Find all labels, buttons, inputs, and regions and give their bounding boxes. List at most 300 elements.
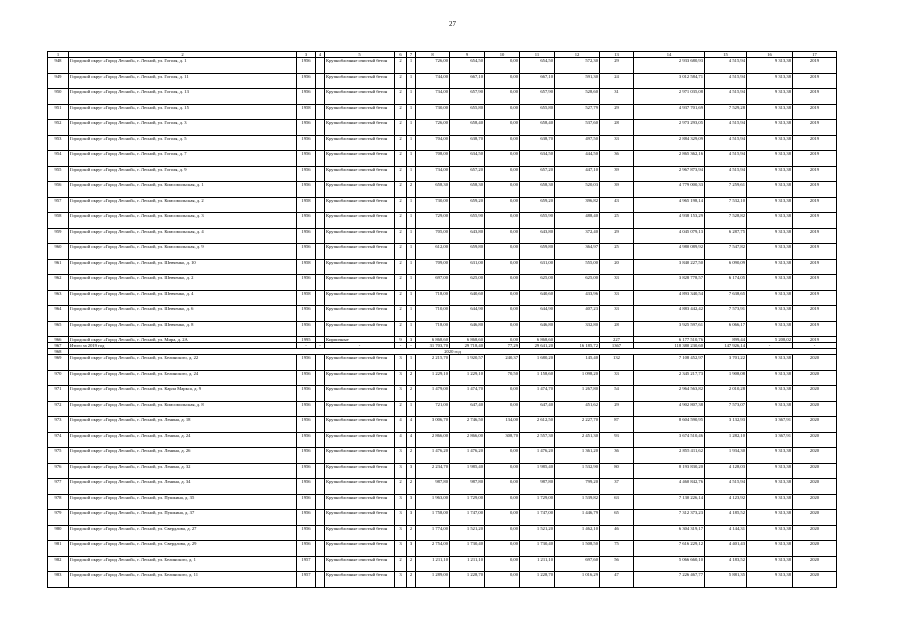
address: Городской округ «Город Лесной», г. Лесной, ул. Ленина, д. 26 bbox=[69, 448, 297, 464]
residents: 75 bbox=[600, 541, 634, 557]
nonliving-area: 0,00 bbox=[485, 182, 520, 198]
table-row bbox=[48, 355, 837, 371]
table-row bbox=[48, 306, 837, 322]
repair-cost: 8 193 830,20 bbox=[634, 463, 705, 479]
max-unit-cost: 9 313,38 bbox=[747, 120, 793, 136]
nonliving-area: 134,00 bbox=[485, 417, 520, 433]
address: Городской округ «Город Лесной», г. Лесной, ул. Карла Маркса, д. 9 bbox=[69, 386, 297, 402]
residents: 39 bbox=[600, 182, 634, 198]
repair-cost: 4 965 198,14 bbox=[634, 197, 705, 213]
total-area: 710,00 bbox=[416, 306, 450, 322]
entrances: 4 bbox=[407, 417, 416, 433]
table-row bbox=[48, 213, 837, 229]
total-c7: - bbox=[407, 343, 416, 349]
year-built: 1956 bbox=[297, 73, 316, 89]
living-area: 655,90 bbox=[450, 213, 485, 229]
residents: 33 bbox=[600, 370, 634, 386]
col-4 bbox=[316, 197, 325, 213]
residential-area: 646,80 bbox=[520, 321, 555, 337]
row-number: 949 bbox=[48, 73, 69, 89]
header-col-15: 15 bbox=[705, 52, 747, 58]
living-area: 658,40 bbox=[450, 120, 485, 136]
nonliving-area: 0,00 bbox=[485, 386, 520, 402]
nonliving-area: 0,00 bbox=[485, 259, 520, 275]
row-number: 977 bbox=[48, 479, 69, 495]
plan-year: 2019 bbox=[793, 213, 837, 229]
living-area: 2 866,00 bbox=[450, 432, 485, 448]
row-number: 950 bbox=[48, 89, 69, 105]
year-built: 1956 bbox=[297, 89, 316, 105]
entrances: 2 bbox=[407, 386, 416, 402]
unit-cost: 1 908,08 bbox=[705, 370, 747, 386]
residents: 25 bbox=[600, 213, 634, 229]
max-unit-cost: 9 313,38 bbox=[747, 355, 793, 371]
residential-area: 1 211,10 bbox=[520, 556, 555, 572]
year-built: 1958 bbox=[297, 290, 316, 306]
total-area: 1 229,10 bbox=[416, 370, 450, 386]
entrances: 1 bbox=[407, 104, 416, 120]
floors: 2 bbox=[395, 120, 407, 136]
total-area: 1 758,00 bbox=[416, 510, 450, 526]
total-c10: 77,29 bbox=[485, 343, 520, 349]
unit-cost: 4 515,94 bbox=[705, 151, 747, 167]
nonliving-area: 0,00 bbox=[485, 510, 520, 526]
address: Городской округ «Город Лесной», г. Лесной, ул. Комсомольская, д. 8 bbox=[69, 401, 297, 417]
living-area: 1 747,00 bbox=[450, 510, 485, 526]
max-unit-cost: 9 313,38 bbox=[747, 89, 793, 105]
col-4 bbox=[316, 58, 325, 74]
col-4 bbox=[316, 448, 325, 464]
row-number: 956 bbox=[48, 182, 69, 198]
wall-material: Крупноблочные очистый бетон bbox=[325, 525, 395, 541]
total-area: 612,00 bbox=[416, 244, 450, 260]
municipal-area: 1 539,82 bbox=[555, 494, 600, 510]
row-number: 980 bbox=[48, 525, 69, 541]
wall-material: Крупноблочные очистый бетон bbox=[325, 355, 395, 371]
entrances: 1 bbox=[407, 73, 416, 89]
page-number: 27 bbox=[449, 20, 456, 28]
header-col-12: 12 bbox=[555, 52, 600, 58]
wall-material: Крупноблочные очистый бетон bbox=[325, 166, 395, 182]
plan-year: 2020 bbox=[793, 386, 837, 402]
municipal-area: 697,60 bbox=[555, 556, 600, 572]
unit-cost: 4 515,94 bbox=[705, 479, 747, 495]
row-number: 951 bbox=[48, 104, 69, 120]
table-row bbox=[48, 228, 837, 244]
address: Городской округ «Город Лесной», г. Лесной, ул. Гоголя, д. 11 bbox=[69, 73, 297, 89]
residents: 33 bbox=[600, 275, 634, 291]
municipal-area: 799,20 bbox=[555, 479, 600, 495]
residential-area: 655,80 bbox=[520, 104, 555, 120]
unit-cost: 7 528,82 bbox=[705, 213, 747, 229]
residents: 29 bbox=[600, 228, 634, 244]
table-row bbox=[48, 259, 837, 275]
unit-cost: 3 701,22 bbox=[705, 355, 747, 371]
wall-material: Крупноблочные очистый бетон bbox=[325, 448, 395, 464]
plan-year: 2020 bbox=[793, 401, 837, 417]
floors: 2 bbox=[395, 479, 407, 495]
col-4 bbox=[316, 259, 325, 275]
nonliving-area: 0,00 bbox=[485, 463, 520, 479]
address: Городской округ «Город Лесной», г. Лесной, ул. Гоголя, д. 7 bbox=[69, 151, 297, 167]
nonliving-area: 0,00 bbox=[485, 228, 520, 244]
unit-cost: 4 123,92 bbox=[705, 494, 747, 510]
nonliving-area: 0,00 bbox=[485, 541, 520, 557]
residential-area: 1 158,60 bbox=[520, 370, 555, 386]
municipal-area: 364,97 bbox=[555, 244, 600, 260]
max-unit-cost: 9 313,38 bbox=[747, 541, 793, 557]
total-c8: 31 703,70 bbox=[416, 343, 450, 349]
row-number: 975 bbox=[48, 448, 69, 464]
table-row bbox=[48, 290, 837, 306]
col-4 bbox=[316, 479, 325, 495]
year-built: 1956 bbox=[297, 541, 316, 557]
plan-year: 2019 bbox=[793, 228, 837, 244]
plan-year: 2019 bbox=[793, 58, 837, 74]
entrances: 2 bbox=[407, 479, 416, 495]
entrances: 1 bbox=[407, 259, 416, 275]
nonliving-area: 0,00 bbox=[485, 166, 520, 182]
col-4 bbox=[316, 213, 325, 229]
municipal-area: 1 532,90 bbox=[555, 463, 600, 479]
nonliving-area: 0,00 bbox=[485, 275, 520, 291]
residential-area: 657,20 bbox=[520, 166, 555, 182]
residents: 36 bbox=[600, 448, 634, 464]
residents: 227 bbox=[600, 337, 634, 343]
unit-cost: 899,44 bbox=[705, 337, 747, 343]
address: Городской округ «Город Лесной», г. Лесной, ул. Шевченко, д. 6 bbox=[69, 306, 297, 322]
col-4 bbox=[316, 401, 325, 417]
living-area: 1 474,70 bbox=[450, 386, 485, 402]
plan-year: 2020 bbox=[793, 494, 837, 510]
plan-year: 2019 bbox=[793, 182, 837, 198]
col-4 bbox=[316, 494, 325, 510]
total-c17: - bbox=[793, 343, 837, 349]
row-number: 960 bbox=[48, 244, 69, 260]
wall-material: Крупноблочные очистый бетон bbox=[325, 197, 395, 213]
entrances: 3 bbox=[407, 541, 416, 557]
entrances: 1 bbox=[407, 244, 416, 260]
living-area: 643,80 bbox=[450, 228, 485, 244]
entrances: 1 bbox=[407, 306, 416, 322]
plan-year: 2019 bbox=[793, 244, 837, 260]
floors: 2 bbox=[395, 321, 407, 337]
row-number: 954 bbox=[48, 151, 69, 167]
unit-cost: 6 174,05 bbox=[705, 275, 747, 291]
table-row bbox=[48, 275, 837, 291]
table-row bbox=[48, 417, 837, 433]
living-area: 657,20 bbox=[450, 166, 485, 182]
floors: 2 bbox=[395, 58, 407, 74]
repair-cost: 2 973 293,05 bbox=[634, 120, 705, 136]
unit-cost: 6 066,17 bbox=[705, 321, 747, 337]
entrances: 2 bbox=[407, 370, 416, 386]
nonliving-area: 240,37 bbox=[485, 355, 520, 371]
row-number: 955 bbox=[48, 166, 69, 182]
table-row bbox=[48, 370, 837, 386]
municipal-area: 1 446,79 bbox=[555, 510, 600, 526]
address: Городской округ «Город Лесной», г. Лесной, ул. Гоголя, д. 5 bbox=[69, 135, 297, 151]
residents: 29 bbox=[600, 104, 634, 120]
total-area: 726,00 bbox=[416, 120, 450, 136]
residential-area: 1 228,70 bbox=[520, 572, 555, 588]
floors: 2 bbox=[395, 135, 407, 151]
residential-area: 640,60 bbox=[520, 290, 555, 306]
unit-cost: 6 090,09 bbox=[705, 259, 747, 275]
entrances: 1 bbox=[407, 290, 416, 306]
address: Городской округ «Город Лесной», г. Лесной, ул. Шевченко, д. 10 bbox=[69, 259, 297, 275]
plan-year: 2019 bbox=[793, 337, 837, 343]
row-number: 962 bbox=[48, 275, 69, 291]
row-number: 958 bbox=[48, 213, 69, 229]
total-area: 2 754,00 bbox=[416, 541, 450, 557]
living-area: 657,90 bbox=[450, 89, 485, 105]
row-number: 970 bbox=[48, 370, 69, 386]
unit-cost: 1 934,30 bbox=[705, 448, 747, 464]
unit-cost: 4 515,94 bbox=[705, 166, 747, 182]
row-number: 953 bbox=[48, 135, 69, 151]
table-row bbox=[48, 386, 837, 402]
unit-cost: 6 287,75 bbox=[705, 228, 747, 244]
repair-cost: 4 938 153,29 bbox=[634, 213, 705, 229]
nonliving-area: 0,00 bbox=[485, 401, 520, 417]
total-area: 2 234,70 bbox=[416, 463, 450, 479]
col-4 bbox=[316, 541, 325, 557]
col-4 bbox=[316, 290, 325, 306]
max-unit-cost: 9 313,38 bbox=[747, 510, 793, 526]
living-area: 654,50 bbox=[450, 58, 485, 74]
residents: 33 bbox=[600, 135, 634, 151]
nonliving-area: 0,00 bbox=[485, 494, 520, 510]
max-unit-cost: 9 313,38 bbox=[747, 556, 793, 572]
max-unit-cost: 9 313,38 bbox=[747, 479, 793, 495]
row-number: 972 bbox=[48, 401, 69, 417]
plan-year: 2019 bbox=[793, 73, 837, 89]
row-number: 969 bbox=[48, 355, 69, 371]
wall-material: Крупноблочные очистый бетон bbox=[325, 321, 395, 337]
total-area: 730,00 bbox=[416, 197, 450, 213]
floors: 2 bbox=[395, 213, 407, 229]
residential-area: 657,90 bbox=[520, 89, 555, 105]
municipal-area: 1 267,80 bbox=[555, 386, 600, 402]
floors: 2 bbox=[395, 89, 407, 105]
address: Городской округ «Город Лесной», г. Лесной, ул. Белинского, д. 24 bbox=[69, 370, 297, 386]
residents: 37 bbox=[600, 479, 634, 495]
residential-area: 1 729,00 bbox=[520, 494, 555, 510]
unit-cost: 5 881,35 bbox=[705, 572, 747, 588]
year-built: 1956 bbox=[297, 321, 316, 337]
row-number: 968 bbox=[48, 349, 69, 355]
table-row bbox=[48, 166, 837, 182]
max-unit-cost: 9 313,38 bbox=[747, 290, 793, 306]
residential-area: 659,20 bbox=[520, 197, 555, 213]
col-4 bbox=[316, 556, 325, 572]
year-built: 1956 bbox=[297, 448, 316, 464]
entrances: 1 bbox=[407, 89, 416, 105]
col-4 bbox=[316, 463, 325, 479]
municipal-area: 488,40 bbox=[555, 213, 600, 229]
residential-area: 2 612,50 bbox=[520, 417, 555, 433]
repair-cost: 7 130 226,14 bbox=[634, 494, 705, 510]
residents: 65 bbox=[600, 510, 634, 526]
residents: 47 bbox=[600, 572, 634, 588]
living-area: 631,00 bbox=[450, 259, 485, 275]
unit-cost: 7 573,07 bbox=[705, 401, 747, 417]
table-row bbox=[48, 73, 837, 89]
header-col-4: 4 bbox=[316, 52, 325, 58]
address: Городской округ «Город Лесной», г. Лесной, ул. Гоголя, д. 13 bbox=[69, 89, 297, 105]
living-area: 1 476,20 bbox=[450, 448, 485, 464]
max-unit-cost: 3 367,91 bbox=[747, 417, 793, 433]
max-unit-cost: 9 313,38 bbox=[747, 213, 793, 229]
living-area: 647,40 bbox=[450, 401, 485, 417]
residents: 28 bbox=[600, 120, 634, 136]
residents: 93 bbox=[600, 432, 634, 448]
col-4 bbox=[316, 525, 325, 541]
address: Городской округ «Город Лесной», г. Лесной, ул. Шевченко, д. 4 bbox=[69, 290, 297, 306]
address: Городской округ «Город Лесной», г. Лесной, ул. Шевченко, д. 2 bbox=[69, 275, 297, 291]
row-number: 981 bbox=[48, 541, 69, 557]
total-area: 6 868,60 bbox=[416, 337, 450, 343]
residential-area: 654,50 bbox=[520, 58, 555, 74]
total-c12: 16 185,72 bbox=[555, 343, 600, 349]
col-4 bbox=[316, 104, 325, 120]
nonliving-area: 0,00 bbox=[485, 197, 520, 213]
wall-material: Крупноблочные очистый бетон bbox=[325, 306, 395, 322]
plan-year: 2019 bbox=[793, 166, 837, 182]
unit-cost: 4 515,94 bbox=[705, 120, 747, 136]
residents: 39 bbox=[600, 166, 634, 182]
municipal-area: 1 016,29 bbox=[555, 572, 600, 588]
residential-area: 1 680,20 bbox=[520, 355, 555, 371]
floors: 2 bbox=[395, 401, 407, 417]
municipal-area: 572,30 bbox=[555, 58, 600, 74]
municipal-area: 527,79 bbox=[555, 104, 600, 120]
nonliving-area: 0,00 bbox=[485, 337, 520, 343]
max-unit-cost: 9 313,38 bbox=[747, 104, 793, 120]
unit-cost: 7 532,10 bbox=[705, 197, 747, 213]
table-row bbox=[48, 510, 837, 526]
year-built: 1956 bbox=[297, 135, 316, 151]
col-4 bbox=[316, 572, 325, 588]
table-row bbox=[48, 432, 837, 448]
municipal-area: 451,62 bbox=[555, 401, 600, 417]
residential-area: 647,40 bbox=[520, 401, 555, 417]
table-row bbox=[48, 494, 837, 510]
row-number: 978 bbox=[48, 494, 69, 510]
year-built: 1956 bbox=[297, 401, 316, 417]
address: Городской округ «Город Лесной», г. Лесной, ул. Комсомольская, д. 2 bbox=[69, 197, 297, 213]
unit-cost: 7 573,91 bbox=[705, 306, 747, 322]
wall-material: Крупноблочные очистый бетон bbox=[325, 135, 395, 151]
floors: 2 bbox=[395, 228, 407, 244]
wall-material: Крупноблочные очистый бетон bbox=[325, 541, 395, 557]
address: Городской округ «Город Лесной», г. Лесной, ул. Белинского, д. 22 bbox=[69, 355, 297, 371]
row-number: 966 bbox=[48, 337, 69, 343]
header-col-14: 14 bbox=[634, 52, 705, 58]
total-area: 705,00 bbox=[416, 228, 450, 244]
nonliving-area: 0,00 bbox=[485, 135, 520, 151]
plan-year: 2019 bbox=[793, 259, 837, 275]
unit-cost: 4 128,03 bbox=[705, 463, 747, 479]
total-c13: 1367 bbox=[600, 343, 634, 349]
nonliving-area: 0,00 bbox=[485, 572, 520, 588]
entrances: 3 bbox=[407, 337, 416, 343]
repair-cost: 3 925 597,61 bbox=[634, 321, 705, 337]
address: Городской округ «Город Лесной», г. Лесной, ул. Комсомольская, д. 1 bbox=[69, 182, 297, 198]
floors: 2 bbox=[395, 104, 407, 120]
repair-cost: 7 312 373,23 bbox=[634, 510, 705, 526]
max-unit-cost: 3 367,91 bbox=[747, 432, 793, 448]
row-number: 952 bbox=[48, 120, 69, 136]
col-4 bbox=[316, 120, 325, 136]
living-area: 6 868,60 bbox=[450, 337, 485, 343]
entrances: 2 bbox=[407, 182, 416, 198]
col-4 bbox=[316, 228, 325, 244]
table-row bbox=[48, 556, 837, 572]
year-built: 1957 bbox=[297, 556, 316, 572]
floors: 4 bbox=[395, 432, 407, 448]
total-area: 658,30 bbox=[416, 182, 450, 198]
living-area: 1 985,40 bbox=[450, 463, 485, 479]
col-4 bbox=[316, 432, 325, 448]
residents: 36 bbox=[600, 151, 634, 167]
entrances: 1 bbox=[407, 401, 416, 417]
total-area: 729,00 bbox=[416, 213, 450, 229]
entrances: 3 bbox=[407, 494, 416, 510]
col-4 bbox=[316, 166, 325, 182]
col-4 bbox=[316, 151, 325, 167]
plan-year: 2019 bbox=[793, 321, 837, 337]
header-col-11: 11 bbox=[520, 52, 555, 58]
residential-area: 644,90 bbox=[520, 306, 555, 322]
year-built: 1956 bbox=[297, 275, 316, 291]
floors: 2 bbox=[395, 306, 407, 322]
wall-material: Крупноблочные очистый бетон bbox=[325, 556, 395, 572]
municipal-area: 1 508,50 bbox=[555, 541, 600, 557]
plan-year: 2020 bbox=[793, 541, 837, 557]
nonliving-area: 308,70 bbox=[485, 432, 520, 448]
total-area: 1 774,00 bbox=[416, 525, 450, 541]
row-number: 973 bbox=[48, 417, 69, 433]
nonliving-area: 0,00 bbox=[485, 321, 520, 337]
nonliving-area: 0,00 bbox=[485, 290, 520, 306]
repair-cost: 4 937 701,69 bbox=[634, 104, 705, 120]
total-c16: - bbox=[747, 343, 793, 349]
year-built: 1958 bbox=[297, 259, 316, 275]
floors: 2 bbox=[395, 151, 407, 167]
row-number: 979 bbox=[48, 510, 69, 526]
entrances: 1 bbox=[407, 355, 416, 371]
living-area: 655,80 bbox=[450, 104, 485, 120]
repair-cost: 3 674 510,46 bbox=[634, 432, 705, 448]
municipal-area: 407,23 bbox=[555, 306, 600, 322]
repair-cost: 7 226 467,77 bbox=[634, 572, 705, 588]
row-number: 971 bbox=[48, 386, 69, 402]
residential-area: 667,10 bbox=[520, 73, 555, 89]
unit-cost: 4 515,94 bbox=[705, 89, 747, 105]
entrances: 2 bbox=[407, 572, 416, 588]
plan-year: 2020 bbox=[793, 525, 837, 541]
address: Городской округ «Город Лесной», г. Лесной, ул. Гоголя, д. 9 bbox=[69, 166, 297, 182]
repair-cost: 2 967 873,94 bbox=[634, 166, 705, 182]
total-area: 721,00 bbox=[416, 401, 450, 417]
floors: 2 bbox=[395, 259, 407, 275]
header-col-13: 13 bbox=[600, 52, 634, 58]
wall-material: Крупноблочные очистый бетон bbox=[325, 463, 395, 479]
municipal-area: 372,40 bbox=[555, 228, 600, 244]
plan-year: 2020 bbox=[793, 510, 837, 526]
